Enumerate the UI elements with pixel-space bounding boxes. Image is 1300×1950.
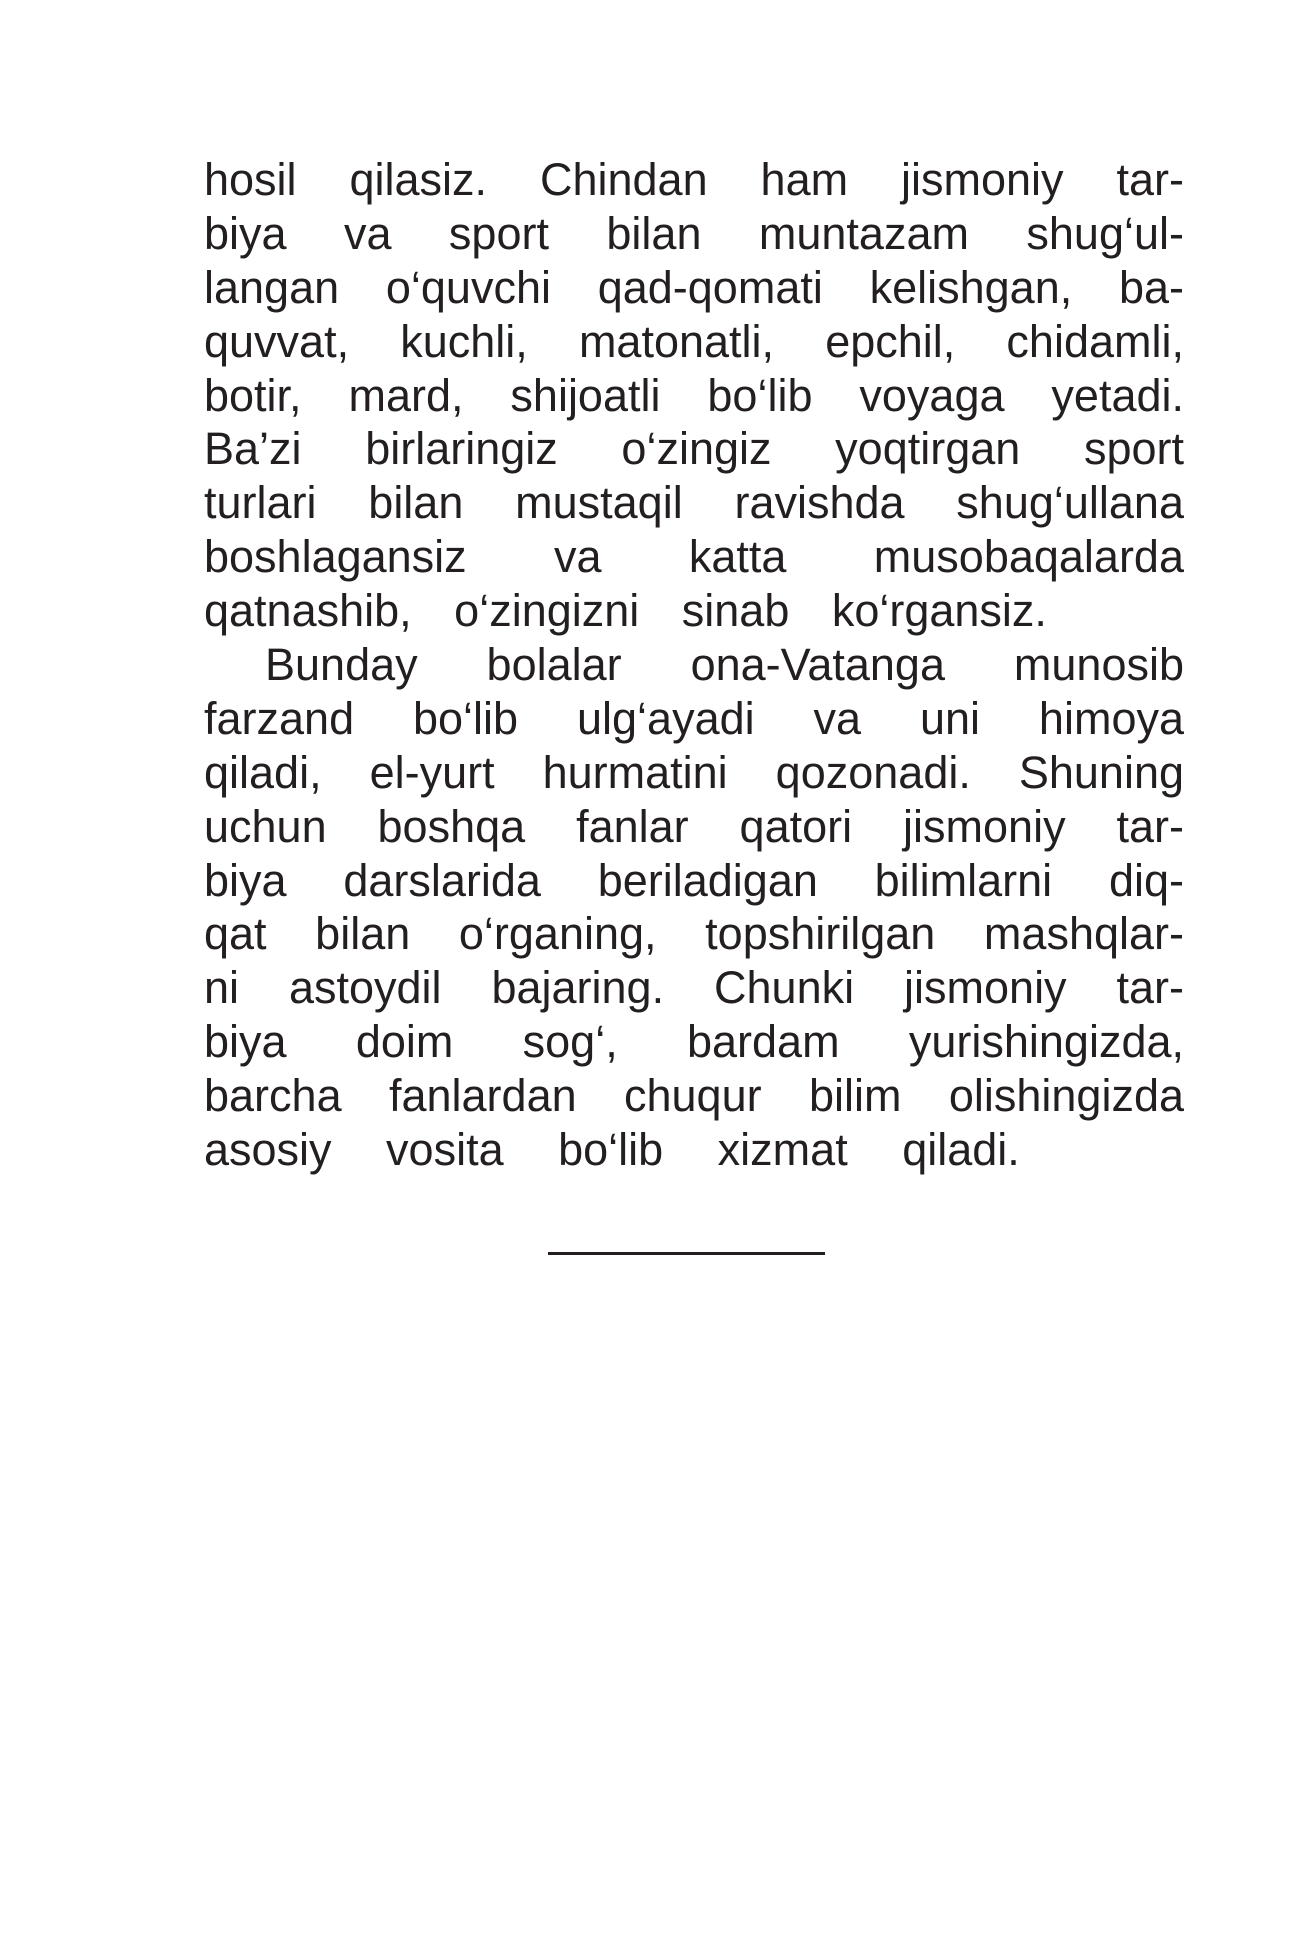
text-line: boshlagansiz va katta musobaqalarda bbox=[204, 531, 1184, 583]
text-line: ni astoydil bajaring. Chunki jismoniy tar- bbox=[204, 962, 1184, 1014]
text-line: qatnashib, o‘zingizni sinab ko‘rgansiz. bbox=[204, 585, 1047, 637]
text-line: hosil qilasiz. Chindan ham jismoniy tar- bbox=[204, 154, 1184, 205]
text-line: qat bilan o‘rganing, topshirilgan mashqlar- bbox=[204, 908, 1184, 960]
text-line: uchun boshqa fanlar qatori jismoniy tar- bbox=[204, 800, 1184, 852]
text-line: Ba’zi birlaringiz o‘zingiz yoqtirgan sport bbox=[204, 423, 1184, 475]
text-line: turlari bilan mustaqil ravishda shug‘ullana bbox=[204, 477, 1184, 529]
text-line: quvvat, kuchli, matonatli, epchil, chidamli, bbox=[204, 315, 1184, 367]
paragraph-first-line: Bunday bolalar ona-Vatanga munosib bbox=[265, 639, 1184, 691]
text-line: langan o‘quvchi qad-qomati kelishgan, ba- bbox=[204, 261, 1184, 313]
text-line: asosiy vosita bo‘lib xizmat qiladi. bbox=[204, 1124, 1020, 1176]
text-line: biya va sport bilan muntazam shug‘ul- bbox=[204, 207, 1184, 259]
section-end-rule bbox=[548, 1252, 825, 1255]
body-text bbox=[204, 153, 1184, 1177]
text-line: farzand bo‘lib ulg‘ayadi va uni himoya bbox=[204, 692, 1184, 744]
text-line: qiladi, el-yurt hurmatini qozonadi. Shuning bbox=[204, 746, 1184, 798]
text-line: biya darslarida beriladigan bilimlarni diq- bbox=[204, 854, 1184, 906]
text-line: barcha fanlardan chuqur bilim olishingizda bbox=[204, 1070, 1184, 1122]
text-line: botir, mard, shijoatli bo‘lib voyaga yetadi. bbox=[204, 369, 1184, 421]
text-line: biya doim sog‘, bardam yurishingizda, bbox=[204, 1016, 1184, 1068]
